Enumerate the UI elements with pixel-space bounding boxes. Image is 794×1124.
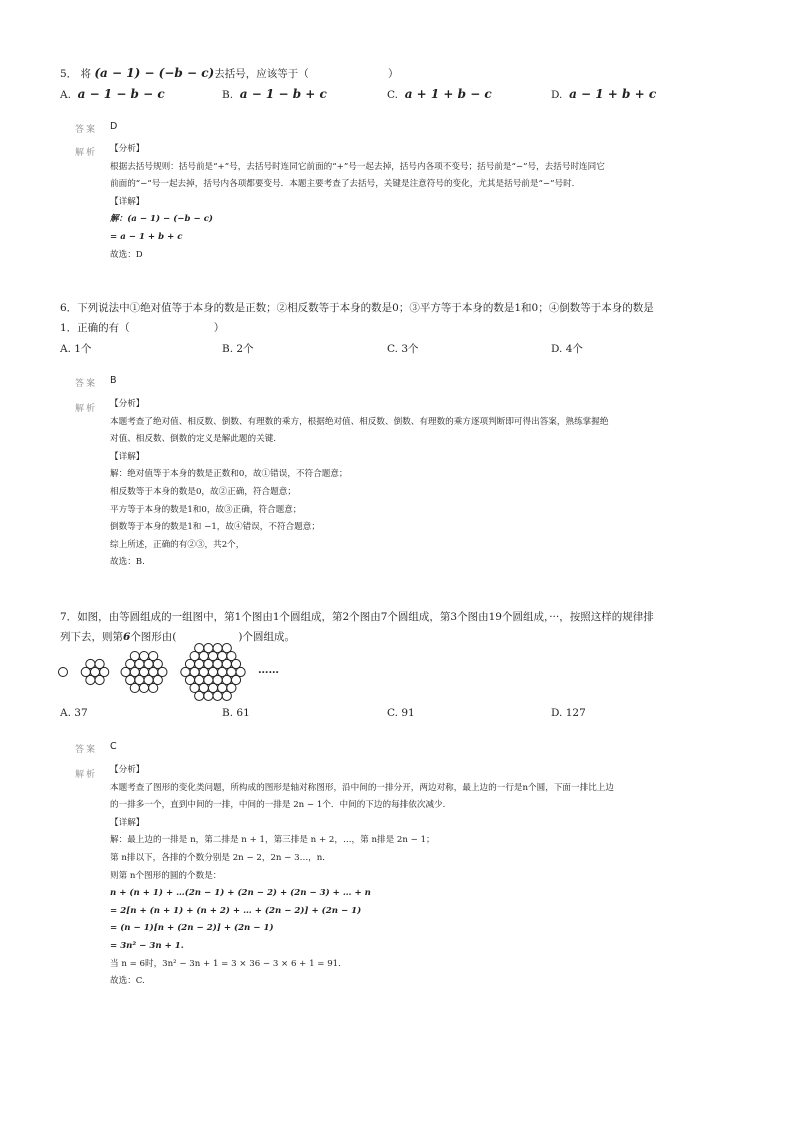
q5-answer: D xyxy=(110,121,118,132)
pattern-figure-4 xyxy=(181,644,245,701)
pattern-circle xyxy=(95,675,104,684)
pattern-circle xyxy=(213,691,222,700)
q6-option-c[interactable]: C. 3个 xyxy=(387,343,419,355)
question-7-stem-line2: 列下去，则第6个图形由( )个圆组成。 xyxy=(60,631,296,643)
q6-answer: B xyxy=(110,375,117,386)
q7-option-c[interactable]: C. 91 xyxy=(387,707,415,719)
figure-ellipsis: …… xyxy=(258,664,279,676)
q6-option-b[interactable]: B. 2个 xyxy=(222,343,254,355)
q6-analysis: 【分析】 本题考查了绝对值、相反数、倒数、有理数的乘方，根据绝对值、相反数、倒数、有理数的乘方逐项判断即可得出答案，熟练掌握绝 对值、相反数、倒数的定义是解此题的关键. 【详解】 解：绝对值等于本身的数是正数和0，故①错误，不符合题意； 相反数等于本身的数是0，故②正确，符合题意； 平方等于本身的数是1和0，故③正确，符合题意； 倒数等于本身的数是1和 −1，故④错误，不符合题意； 综上所述，正确的有②③，共2个， 故选：B. xyxy=(110,399,609,568)
q5-option-d[interactable]: D. a − 1 + b + c xyxy=(551,87,657,101)
q5-option-b[interactable]: B. a − 1 − b + c xyxy=(222,87,327,101)
q7-answer-label: 答案 xyxy=(75,745,98,755)
pattern-figure-3 xyxy=(121,651,167,692)
question-6-stem-line1: 6．下列说法中①绝对值等于本身的数是正数；②相反数等于本身的数是0；③平方等于本身的数是1和0；④倒数等于本身的数是 xyxy=(60,302,654,314)
q5-analysis-label: 解析 xyxy=(75,148,98,158)
q5-analysis: 【分析】 根据去括号规则：括号前是“+”号，去括号时连同它前面的“+”号一起去掉，括号内各项不变号；括号前是“−”号，去括号时连同它 前面的“−”号一起去掉，括号内各项都要变号．本题主要考查了去括号，关键是注意符号的变化，尤其是括号前是“−”号时. 【详解】 解：(a − 1) − (−b − c) = a − 1 + b + c 故选：D xyxy=(110,144,605,260)
pattern-circle xyxy=(59,668,68,677)
pattern-circle xyxy=(86,675,95,684)
q7-answer: C xyxy=(110,741,117,752)
q6-answer-label: 答案 xyxy=(75,379,98,389)
pattern-circle xyxy=(139,683,148,692)
q6-option-a[interactable]: A. 1个 xyxy=(60,343,92,355)
question-7-stem-line1: 7．如图，由等圆组成的一组图中，第1个图由1个圆组成，第2个图由7个圆组成，第3个图由19个圆组成，···，按照这样的规律排 xyxy=(60,611,654,623)
q7-option-b[interactable]: B. 61 xyxy=(222,707,250,719)
pattern-circle xyxy=(130,683,139,692)
q5-option-c[interactable]: C. a + 1 + b − c xyxy=(387,87,492,101)
q7-analysis-label: 解析 xyxy=(75,770,98,780)
q6-analysis-label: 解析 xyxy=(75,404,98,414)
pattern-figure-2 xyxy=(81,659,109,684)
q5-answer-label: 答案 xyxy=(75,125,98,135)
q6-option-d[interactable]: D. 4个 xyxy=(551,343,583,355)
q7-analysis: 【分析】 本题考查了图形的变化类问题，所构成的图形是轴对称图形，沿中间的一排分开，两边对称，最上边的一行是n个圆，下面一排比上边 的一排多一个，直到中间的一排，中间的一排是 2n − 1个．中间的下边的每排依次减少. 【详解】 解：最上边的一排是 n，第二排是 n + 1，第三排是 n + 2，…，第 n排是 2n − 1； 第 n排以下，各排的个数分别是 2n − 2，2n − 3…，n． 则第 n个图形的圆的个数是： n + (n + 1) + …(2n − 1) + (2n − 2) + (2n − 3) + … + n = 2[n + (n + 1) + (n + 2) + … + (2n − 2)] + (2n − 1) = (n − 1)[n + (2n − 2)] + (2n − 1) = 3n² − 3n + 1. 当 n = 6时，3n² − 3n + 1 = 3 × 36 − 3 × 6 + 1 = 91. 故选：C. xyxy=(110,765,614,987)
pattern-circle xyxy=(195,691,204,700)
question-6-stem-line2: 1．正确的有（ ） xyxy=(60,322,225,334)
q7-option-a[interactable]: A. 37 xyxy=(60,707,88,719)
pattern-figure-1 xyxy=(59,668,68,677)
q7-option-d[interactable]: D. 127 xyxy=(551,707,586,719)
pattern-circle xyxy=(222,691,231,700)
q5-option-a[interactable]: A. a − 1 − b − c xyxy=(60,87,165,101)
question-5-stem: 5． 将 (a − 1) − (−b − c)去括号，应该等于（ ） xyxy=(60,66,399,80)
pattern-circle xyxy=(149,683,158,692)
pattern-circle xyxy=(204,691,213,700)
